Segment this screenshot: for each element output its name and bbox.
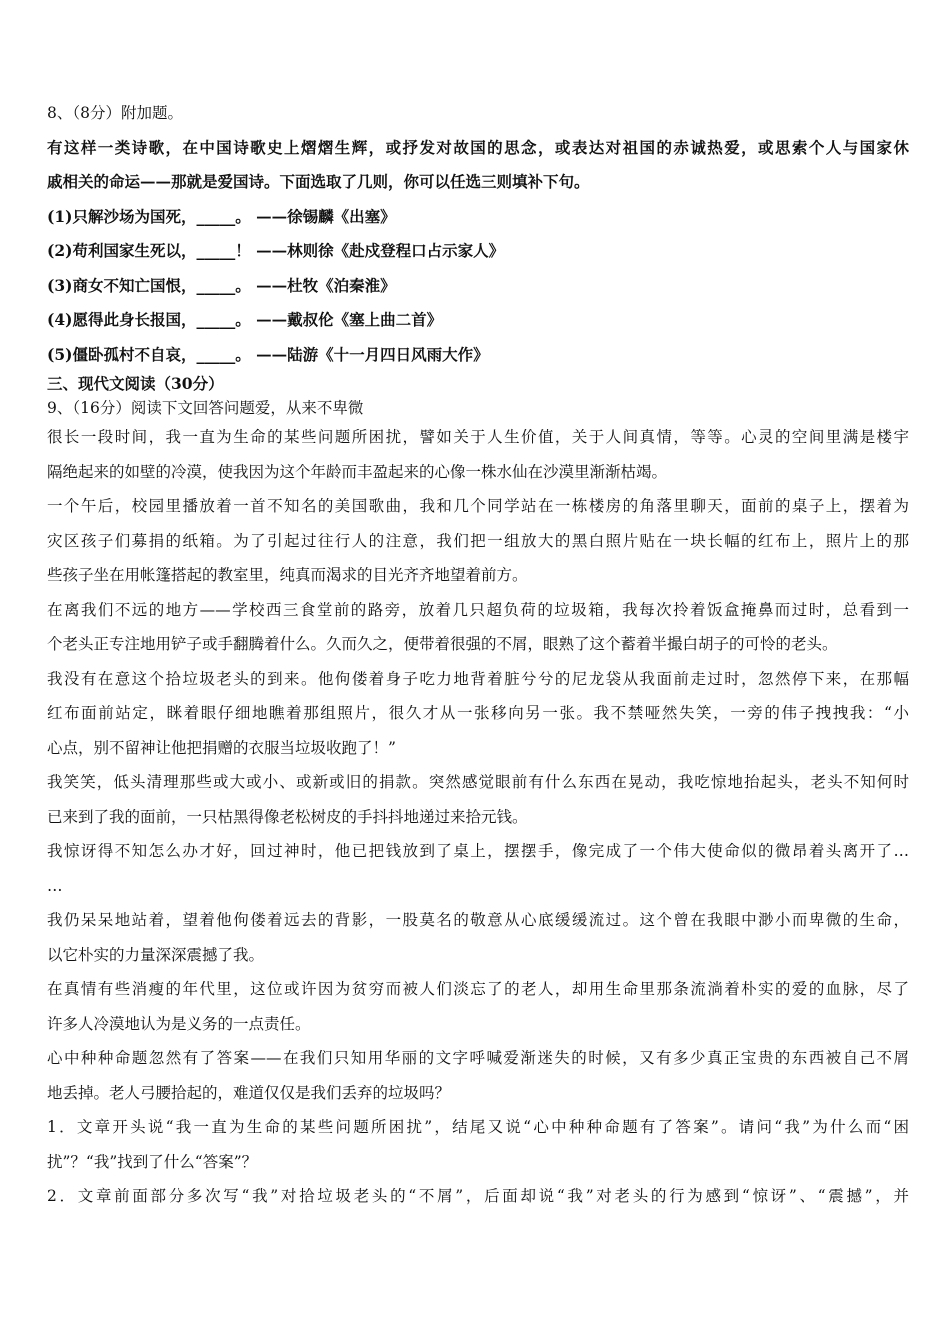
question-line: 2．文章前面部分多次写“我”对拾垃圾老头的“不屑”，后面却说“我”对老头的行为感到“惊讶”、“震撼”，并 — [47, 1187, 909, 1205]
question-8-header: 8、（8分）附加题。 — [47, 104, 183, 122]
paragraph-9 — [47, 1041, 909, 1110]
paragraph-5 — [47, 765, 909, 834]
question-line: 扰”？“我”找到了什么“答案”？ — [47, 1152, 258, 1171]
question-8-intro-line-1: 有这样一类诗歌，在中国诗歌史上熠熠生辉，或抒发对故国的思念，或表达对祖国的赤诚热爱，或思索个人与国家休 — [47, 137, 909, 157]
paragraph-3 — [47, 593, 909, 662]
question-8-intro-line-2: 戚相关的命运——那就是爱国诗。下面选取了几则，你可以任选三则填补下句。 — [47, 172, 590, 191]
paragraph-line: 些孩子坐在用帐篷搭起的教室里，纯真而渴求的目光齐齐地望着前方。 — [47, 566, 528, 584]
paragraph-line: 在真情有些消瘦的年代里，这位或许因为贫穷而被人们淡忘了的老人，却用生命里那条流淌着朴实的爱的血脉，尽了 — [47, 980, 909, 998]
paragraph-line: 一个午后，校园里播放着一首不知名的美国歌曲，我和几个同学站在一栋楼房的角落里聊天，面前的桌子上，摆着为 — [47, 497, 909, 515]
paragraph-line: 许多人冷漠地认为是义务的一点责任。 — [47, 1014, 311, 1033]
poem-item-4: (4)愿得此身长报国，_____。 ——戴叔伦《塞上曲二首》 — [47, 310, 443, 329]
paragraph-line: 以它朴实的力量深深震撼了我。 — [47, 945, 265, 964]
paragraph-8 — [47, 972, 909, 1041]
section-3-title: 三、现代文阅读（30分） — [47, 374, 224, 393]
paragraph-line: 已来到了我的面前，一只枯黑得像老松树皮的手抖抖地递过来拾元钱。 — [47, 807, 528, 826]
paragraph-2 — [47, 489, 909, 593]
paragraph-line: 我笑笑，低头清理那些或大或小、或新或旧的捐款。突然感觉眼前有什么东西在晃动，我吃惊地抬起头，老头不知何时 — [47, 773, 909, 791]
paragraph-line: 个老头正专注地用铲子或手翻腾着什么。久而久之，便带着很强的不屑，眼熟了这个蓄着半撮白胡子的可怜的老头。 — [47, 635, 838, 653]
question-line: 1．文章开头说“我一直为生命的某些问题所困扰”，结尾又说“心中种种命题有了答案”。请问“我”为什么而“困 — [47, 1118, 909, 1136]
poem-item-3: (3)商女不知亡国恨，_____。 ——杜牧《泊秦淮》 — [47, 275, 396, 295]
paragraph-line: 我仍呆呆地站着，望着他佝偻着远去的背影，一股莫名的敬意从心底缓缓流过。这个曾在我眼中渺小而卑微的生命， — [47, 911, 909, 929]
question-8 — [47, 96, 909, 372]
question-9 — [47, 396, 909, 1214]
paragraph-1 — [47, 420, 909, 489]
sub-question-2 — [47, 1179, 909, 1214]
poem-item-5: (5)僵卧孤村不自哀，_____。 ——陆游《十一月四日风雨大作》 — [47, 344, 489, 364]
document-page — [47, 96, 909, 1214]
paragraph-line: 地丢掉。老人弓腰拾起的，难道仅仅是我们丢弃的垃圾吗？ — [47, 1083, 451, 1102]
question-9-header: 9、（16分）阅读下文回答问题爱，从来不卑微 — [47, 399, 364, 417]
paragraph-line: 红布面前站定，眯着眼仔细地瞧着那组照片，很久才从一张移向另一张。我不禁哑然失笑，一旁的伟子拽拽我：“小 — [47, 704, 909, 722]
paragraph-line: … — [47, 876, 63, 895]
paragraph-6 — [47, 834, 909, 903]
paragraph-7 — [47, 903, 909, 972]
paragraph-line: 很长一段时间，我一直为生命的某些问题所困扰，譬如关于人生价值，关于人间真情，等等。心灵的空间里满是楼宇 — [47, 428, 909, 446]
poem-item-1: (1)只解沙场为国死，_____。 ——徐锡麟《出塞》 — [47, 206, 396, 226]
paragraph-line: 灾区孩子们募捐的纸箱。为了引起过往行人的注意，我们把一组放大的黑白照片贴在一块长幅的红布上，照片上的那 — [47, 531, 909, 550]
paragraph-4 — [47, 662, 909, 766]
paragraph-line: 在离我们不远的地方——学校西三食堂前的路旁，放着几只超负荷的垃圾箱，我每次拎着饭盒掩鼻而过时，总看到一 — [47, 600, 909, 619]
paragraph-line: 心中种种命题忽然有了答案——在我们只知用华丽的文字呼喊爱渐迷失的时候，又有多少真正宝贵的东西被自己不屑 — [47, 1049, 909, 1067]
poem-item-2: (2)苟利国家生死以，_____！ ——林则徐《赴戍登程口占示家人》 — [47, 241, 505, 260]
paragraph-line: 隔绝起来的如壁的冷漠，使我因为这个年龄而丰盈起来的心像一株水仙在沙漠里渐渐枯竭。 — [47, 462, 668, 481]
paragraph-line: 我惊讶得不知怎么办才好，回过神时，他已把钱放到了桌上，摆摆手，像完成了一个伟大使命似的微昂着头离开了… — [47, 842, 909, 860]
paragraph-line: 我没有在意这个拾垃圾老头的到来。他佝偻着身子吃力地背着脏兮兮的尼龙袋从我面前走过时，忽然停下来，在那幅 — [47, 669, 909, 688]
sub-question-1 — [47, 1110, 909, 1179]
paragraph-line: 心点，别不留神让他把捐赠的衣服当垃圾收跑了！” — [47, 738, 396, 757]
